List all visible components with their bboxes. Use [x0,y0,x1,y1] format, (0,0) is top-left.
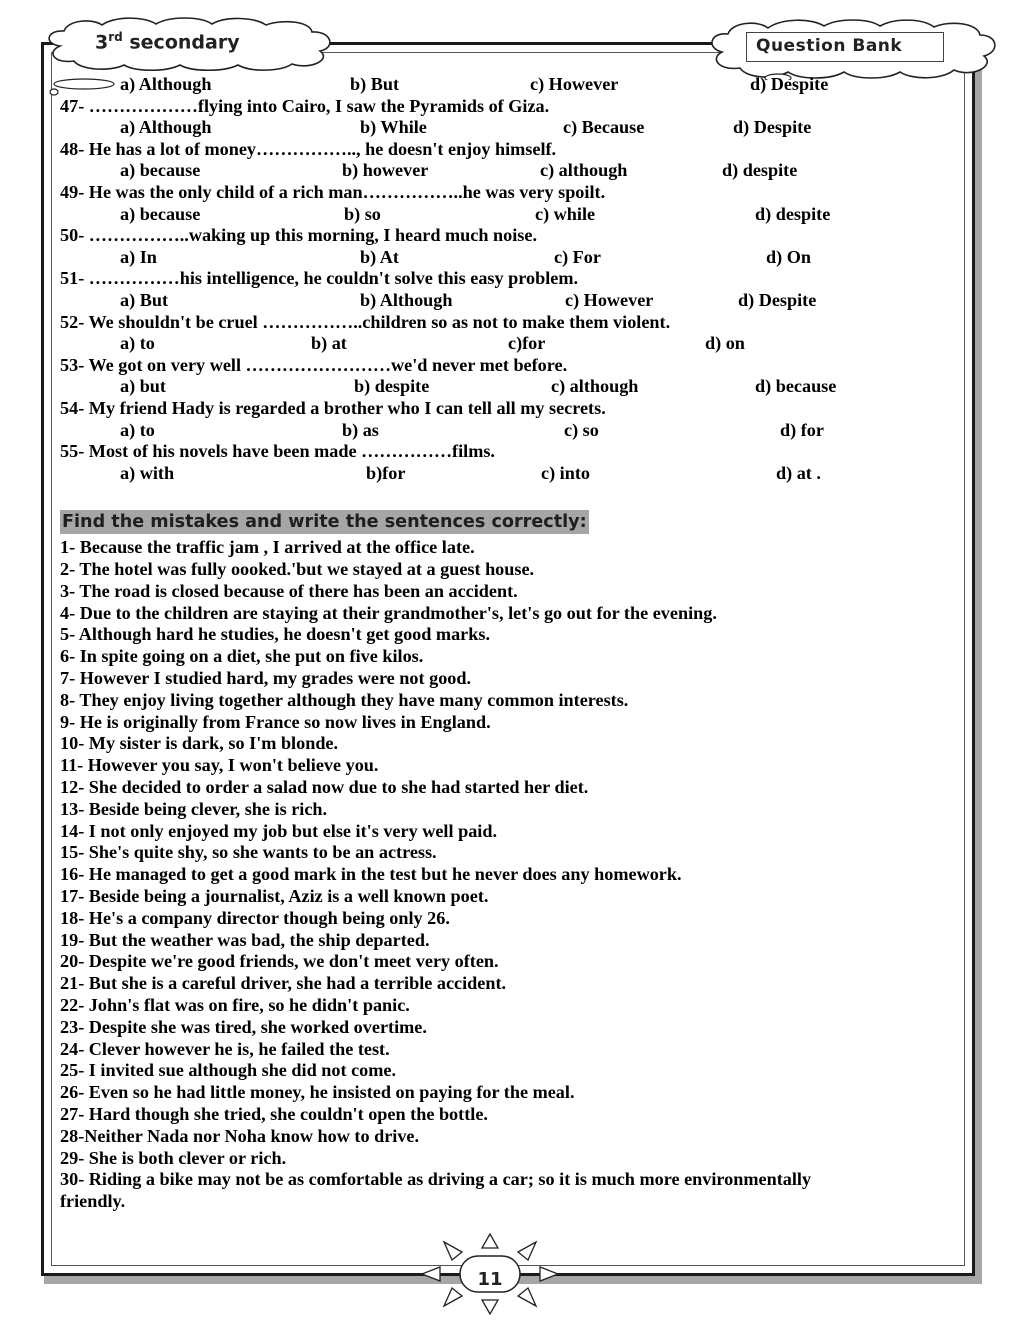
options-row [60,204,960,226]
multiple-choice-section [60,74,960,484]
option-d: d) Despite [738,289,817,310]
option-c: c) into [541,462,590,483]
list-item: 29- She is both clever or rich. [60,1147,287,1168]
option-a: a) In [120,246,157,267]
option-b: b) however [342,160,429,181]
list-item: 21- But she is a careful driver, she had a terrible accident. [60,973,507,994]
option-d: d) Despite [750,74,829,94]
list-item: 24- Clever however he is, he failed the test. [60,1038,390,1059]
option-a: a) Although [120,74,212,94]
question-55: 55- Most of his novels have been made ……………films. [60,441,495,462]
option-d: d) despite [722,160,798,181]
question-49: 49- He was the only child of a rich man……………..he was very spoilt. [60,181,606,202]
option-a: a) But [120,289,168,310]
page-content [60,74,960,1211]
list-item: 20- Despite we're good friends, we don't meet very often. [60,951,499,972]
option-d: d) on [705,333,745,354]
options-row [60,74,960,96]
option-a: a) with [120,462,175,483]
list-item: 11- However you say, I won't believe you. [60,755,379,776]
list-item: 15- She's quite shy, so she wants to be an actress. [60,842,437,863]
option-b: b) At [360,246,399,267]
option-d: d) at . [776,462,821,483]
option-d: d) On [766,246,811,267]
options-row [60,290,960,312]
option-c: c) although [551,376,639,397]
list-item: 1- Because the traffic jam , I arrived at the office late. [60,537,475,558]
option-c: c) However [565,289,654,310]
list-item: 5- Although hard he studies, he doesn't get good marks. [60,624,490,645]
grade-cloud-badge [40,16,340,72]
list-item: 12- She decided to order a salad now due to she had started her diet. [60,777,589,798]
list-item: 19- But the weather was bad, the ship departed. [60,929,430,950]
list-item: 22- John's flat was on fire, so he didn't panic. [60,995,410,1016]
option-b: b)for [366,462,406,483]
option-c: c) while [535,203,596,224]
option-b: b) as [342,419,379,440]
list-item: 6- In spite going on a diet, she put on five kilos. [60,646,424,667]
list-item: 30- Riding a bike may not be as comfortable as driving a car; so it is much more environmentally friendly. [60,1169,812,1211]
options-row [60,247,960,269]
list-item: 8- They enjoy living together although they have many common interests. [60,689,629,710]
option-d: d) because [755,376,837,397]
option-a: a) to [120,333,155,354]
list-item: 7- However I studied hard, my grades were not good. [60,668,472,689]
list-item: 9- He is originally from France so now lives in England. [60,711,491,732]
options-row [60,420,960,442]
option-a: a) but [120,376,166,397]
list-item: 4- Due to the children are staying at their grandmother's, let's go out for the evening. [60,602,717,623]
option-d: d) despite [755,203,831,224]
page-number: 11 [477,1269,503,1290]
option-d: d) for [780,419,824,440]
option-a: a) Although [120,117,212,138]
grade-label: 3rd secondary [95,30,240,54]
option-c: c) Because [563,117,645,138]
question-48: 48- He has a lot of money…………….., he doesn't enjoy himself. [60,138,557,159]
option-c: c)for [508,333,546,354]
mistakes-list [60,537,960,1211]
option-c: c) However [530,74,619,94]
question-bank-cloud-badge [706,18,998,80]
question-54: 54- My friend Hady is regarded a brother who I can tell all my secrets. [60,397,606,418]
question-53: 53- We got on very well ……………………we'd never met before. [60,354,568,375]
list-item: 18- He's a company director though being only 26. [60,907,450,928]
option-d: d) Despite [733,117,812,138]
options-row [60,117,960,139]
question-52: 52- We shouldn't be cruel ……………..children so as not to make them violent. [60,311,671,332]
options-row [60,463,960,485]
option-a: a) because [120,160,201,181]
option-c: c) For [554,246,601,267]
list-item: 3- The road is closed because of there has been an accident. [60,580,518,601]
list-item: 23- Despite she was tired, she worked overtime. [60,1016,427,1037]
option-b: b) But [350,74,400,94]
list-item: 27- Hard though she tried, she couldn't open the bottle. [60,1104,488,1124]
options-row [60,333,960,355]
option-a: a) to [120,419,155,440]
question-bank-title: Question Bank [756,36,903,56]
option-b: b) While [360,117,427,138]
list-item: 17- Beside being a journalist, Aziz is a well known poet. [60,886,489,907]
list-item: 28-Neither Nada nor Noha know how to drive. [60,1125,420,1146]
option-b: b) despite [354,376,430,397]
mistakes-section-heading: Find the mistakes and write the sentences correctly: [62,512,587,533]
question-50: 50- ……………..waking up this morning, I heard much noise. [60,225,537,246]
option-b: b) so [344,203,381,224]
list-item: 2- The hotel was fully oooked.'but we stayed at a guest house. [60,559,535,580]
list-item: 16- He managed to get a good mark in the test but he never does any homework. [60,864,682,885]
question-51: 51- ……………his intelligence, he couldn't solve this easy problem. [60,268,579,289]
list-item: 26- Even so he had little money, he insisted on paying for the meal. [60,1082,575,1103]
list-item: 25- I invited sue although she did not come. [60,1060,397,1081]
option-c: c) so [564,419,599,440]
option-b: b) Although [360,289,453,310]
option-c: c) although [540,160,628,181]
options-row [60,376,960,398]
question-47: 47- ………………flying into Cairo, I saw the Pyramids of Giza. [60,95,550,116]
option-b: b) at [311,333,347,354]
list-item: 13- Beside being clever, she is rich. [60,798,328,819]
option-a: a) because [120,203,201,224]
options-row [60,160,960,182]
list-item: 14- I not only enjoyed my job but else it's very well paid. [60,820,498,841]
list-item: 10- My sister is dark, so I'm blonde. [60,733,339,754]
